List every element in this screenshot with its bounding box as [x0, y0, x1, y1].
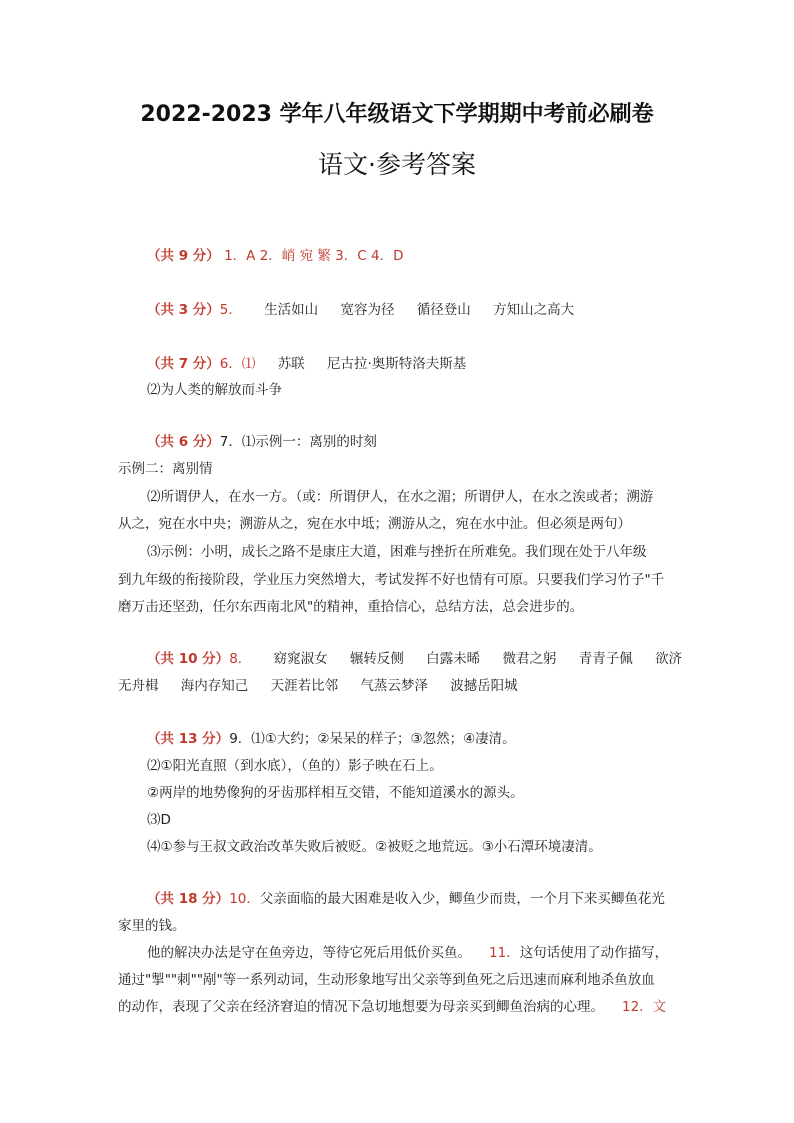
answer-group-1 — [147, 246, 403, 266]
answer-line: ⑵为人类的解放而斗争 — [147, 382, 282, 398]
answer-text: 1．A 2．峭 宛 繁 3．C 4．D — [224, 248, 404, 264]
answer-line: ⑵①阳光直照（到水底），（鱼的）影子映在石上。 — [147, 758, 443, 774]
answer-group-4: （共 6 分）7．⑴示例一：离别的时刻 — [147, 434, 377, 450]
answer-line: 到九年级的衔接阶段，学业压力突然增大，考试发挥不好也情有可原。只要我们学习竹子"千 — [118, 572, 665, 588]
page-title: 2022-2023 学年八年级语文下学期期中考前必刷卷 — [140, 102, 654, 127]
answer-line: ②两岸的地势像狗的牙齿那样相互交错，不能知道溪水的源头。 — [147, 785, 524, 801]
answer-line: 无舟楫 海内存知己 天涯若比邻 气蒸云梦泽 波撼岳阳城 — [118, 678, 518, 694]
answer-line: 他的解决办法是守在鱼旁边，等待它死后用低价买鱼。 11．这句话使用了动作描写， — [147, 945, 669, 961]
score-label: （共 9 分） — [147, 248, 220, 264]
answer-group-6: （共 13 分）9．⑴①大约；②呆呆的样子；③忽然；④凄清。 — [147, 731, 516, 747]
answer-line: ⑵所谓伊人，在水一方。（或：所谓伊人，在水之湄；所谓伊人，在水之涘或者；溯游 — [147, 489, 654, 505]
answer-line: ⑶示例：小明，成长之路不是康庄大道，困难与挫折在所难免。我们现在处于八年级 — [147, 544, 647, 560]
answer-line: 通过"掣""刺""剐"等一系列动词，生动形象地写出父亲等到鱼死之后迅速而麻利地杀鱼放血 — [118, 972, 655, 988]
answer-line: 从之，宛在水中央；溯游从之，宛在水中坻；溯游从之，宛在水中沚。但必须是两句） — [118, 516, 631, 532]
answer-line: 家里的钱。 — [118, 918, 186, 934]
answer-line: 的动作，表现了父亲在经济窘迫的情况下急切地想要为母亲买到鲫鱼治病的心理。 12．文 — [118, 999, 667, 1015]
answer-line: 磨万击还坚劲，任尔东西南北风"的精神，重拾信心，总结方法，总会进步的。 — [118, 599, 584, 615]
answer-line: 示例二：离别情 — [118, 461, 213, 477]
answer-group-5: （共 10 分）8． 窈窕淑女 辗转反侧 白露未晞 微君之躬 青青子佩 欲济 — [147, 651, 683, 667]
page-subtitle: 语文·参考答案 — [318, 150, 476, 179]
answer-group-3: （共 7 分）6．⑴ 苏联 尼古拉·奥斯特洛夫斯基 — [147, 356, 467, 372]
answer-line: ⑶D — [147, 812, 171, 828]
answer-group-2: （共 3 分）5． 生活如山 宽容为径 循径登山 方知山之高大 — [147, 302, 575, 318]
answer-line: ⑷①参与王叔文政治改革失败后被贬。②被贬之地荒远。③小石潭环境凄清。 — [147, 839, 602, 855]
answer-group-7: （共 18 分）10．父亲面临的最大困难是收入少，鲫鱼少而贵，一个月下来买鲫鱼花光 — [147, 891, 665, 907]
